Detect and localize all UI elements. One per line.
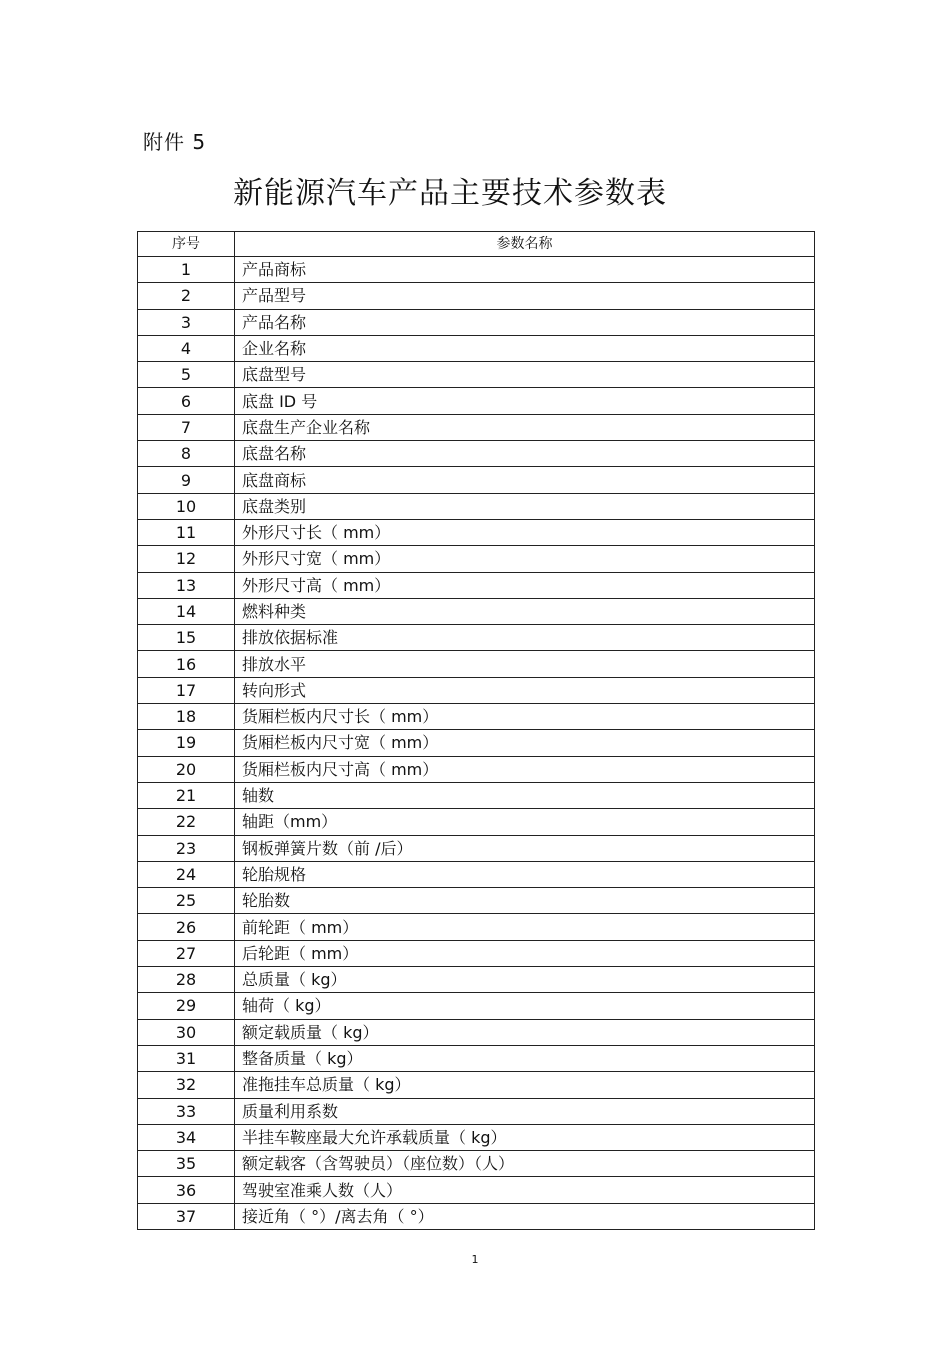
row-index: 28 xyxy=(138,967,235,993)
table-row xyxy=(138,335,815,361)
row-index: 4 xyxy=(138,335,235,361)
table-row xyxy=(138,1203,815,1229)
row-index: 3 xyxy=(138,309,235,335)
table-row xyxy=(138,493,815,519)
row-index: 11 xyxy=(138,519,235,545)
row-index: 13 xyxy=(138,572,235,598)
parameter-name: 排放依据标准 xyxy=(235,625,815,651)
parameter-name: 企业名称 xyxy=(235,335,815,361)
parameter-name: 半挂车鞍座最大允许承载质量（ kg） xyxy=(235,1124,815,1150)
row-index: 15 xyxy=(138,625,235,651)
table-row xyxy=(138,362,815,388)
row-index: 16 xyxy=(138,651,235,677)
table-row xyxy=(138,861,815,887)
parameter-name: 底盘生产企业名称 xyxy=(235,414,815,440)
row-index: 31 xyxy=(138,1045,235,1071)
table-row xyxy=(138,519,815,545)
table-row xyxy=(138,283,815,309)
table-row xyxy=(138,1151,815,1177)
table-row xyxy=(138,625,815,651)
table-row xyxy=(138,704,815,730)
parameter-name: 产品名称 xyxy=(235,309,815,335)
table-row xyxy=(138,546,815,572)
row-index: 30 xyxy=(138,1019,235,1045)
parameter-name: 前轮距（ mm） xyxy=(235,914,815,940)
attachment-label: 附件 5 xyxy=(143,130,207,154)
parameter-name: 外形尺寸宽（ mm） xyxy=(235,546,815,572)
table-row xyxy=(138,1019,815,1045)
table-row xyxy=(138,1098,815,1124)
table-row xyxy=(138,888,815,914)
table-row xyxy=(138,914,815,940)
parameter-name: 产品商标 xyxy=(235,257,815,283)
table-row xyxy=(138,257,815,283)
row-index: 24 xyxy=(138,861,235,887)
row-index: 2 xyxy=(138,283,235,309)
table-row xyxy=(138,388,815,414)
row-index: 21 xyxy=(138,782,235,808)
parameter-name: 额定载客（含驾驶员）（座位数）（人） xyxy=(235,1151,815,1177)
row-index: 7 xyxy=(138,414,235,440)
row-index: 29 xyxy=(138,993,235,1019)
row-index: 12 xyxy=(138,546,235,572)
row-index: 37 xyxy=(138,1203,235,1229)
row-index: 1 xyxy=(138,257,235,283)
parameter-name: 产品型号 xyxy=(235,283,815,309)
parameter-name: 底盘商标 xyxy=(235,467,815,493)
row-index: 27 xyxy=(138,940,235,966)
header-index: 序号 xyxy=(138,232,235,257)
parameter-name: 整备质量（ kg） xyxy=(235,1045,815,1071)
table-row xyxy=(138,467,815,493)
table-row xyxy=(138,940,815,966)
table-row xyxy=(138,1045,815,1071)
table-row xyxy=(138,572,815,598)
table-row xyxy=(138,835,815,861)
row-index: 23 xyxy=(138,835,235,861)
parameter-name: 外形尺寸长（ mm） xyxy=(235,519,815,545)
row-index: 35 xyxy=(138,1151,235,1177)
row-index: 33 xyxy=(138,1098,235,1124)
parameters-table xyxy=(137,231,815,1230)
row-index: 5 xyxy=(138,362,235,388)
row-index: 34 xyxy=(138,1124,235,1150)
row-index: 19 xyxy=(138,730,235,756)
table-body xyxy=(138,257,815,1230)
table-row xyxy=(138,1177,815,1203)
parameter-name: 钢板弹簧片数（前 /后） xyxy=(235,835,815,861)
parameter-name: 底盘类别 xyxy=(235,493,815,519)
table-header-row xyxy=(138,232,815,257)
parameter-name: 接近角（ °）/离去角（ °） xyxy=(235,1203,815,1229)
table-row xyxy=(138,782,815,808)
row-index: 32 xyxy=(138,1072,235,1098)
row-index: 20 xyxy=(138,756,235,782)
parameter-name: 后轮距（ mm） xyxy=(235,940,815,966)
parameter-name: 轴距（mm） xyxy=(235,809,815,835)
parameter-name: 驾驶室准乘人数（人） xyxy=(235,1177,815,1203)
row-index: 36 xyxy=(138,1177,235,1203)
page-number: 1 xyxy=(471,1253,479,1266)
row-index: 26 xyxy=(138,914,235,940)
parameter-name: 底盘 ID 号 xyxy=(235,388,815,414)
table-row xyxy=(138,967,815,993)
table-row xyxy=(138,730,815,756)
row-index: 6 xyxy=(138,388,235,414)
parameter-name: 底盘名称 xyxy=(235,441,815,467)
row-index: 17 xyxy=(138,677,235,703)
parameter-name: 总质量（ kg） xyxy=(235,967,815,993)
table-row xyxy=(138,1124,815,1150)
table-row xyxy=(138,677,815,703)
parameter-name: 转向形式 xyxy=(235,677,815,703)
row-index: 25 xyxy=(138,888,235,914)
parameter-name: 底盘型号 xyxy=(235,362,815,388)
row-index: 8 xyxy=(138,441,235,467)
table-row xyxy=(138,414,815,440)
parameter-name: 货厢栏板内尺寸高（ mm） xyxy=(235,756,815,782)
table-row xyxy=(138,1072,815,1098)
parameter-name: 额定载质量（ kg） xyxy=(235,1019,815,1045)
document-title: 新能源汽车产品主要技术参数表 xyxy=(233,176,667,211)
table-row xyxy=(138,809,815,835)
parameter-name: 准拖挂车总质量（ kg） xyxy=(235,1072,815,1098)
parameter-name: 轴数 xyxy=(235,782,815,808)
row-index: 9 xyxy=(138,467,235,493)
row-index: 14 xyxy=(138,598,235,624)
row-index: 22 xyxy=(138,809,235,835)
table-row xyxy=(138,756,815,782)
table-row xyxy=(138,441,815,467)
parameter-name: 货厢栏板内尺寸长（ mm） xyxy=(235,704,815,730)
table-row xyxy=(138,993,815,1019)
parameter-name: 轮胎数 xyxy=(235,888,815,914)
parameter-name: 轴荷（ kg） xyxy=(235,993,815,1019)
parameter-name: 外形尺寸高（ mm） xyxy=(235,572,815,598)
header-parameter-name: 参数名称 xyxy=(235,232,815,257)
table-row xyxy=(138,651,815,677)
row-index: 18 xyxy=(138,704,235,730)
parameter-name: 质量利用系数 xyxy=(235,1098,815,1124)
table-row xyxy=(138,309,815,335)
row-index: 10 xyxy=(138,493,235,519)
parameter-name: 排放水平 xyxy=(235,651,815,677)
parameter-name: 轮胎规格 xyxy=(235,861,815,887)
parameter-name: 燃料种类 xyxy=(235,598,815,624)
parameter-name: 货厢栏板内尺寸宽（ mm） xyxy=(235,730,815,756)
table-row xyxy=(138,598,815,624)
